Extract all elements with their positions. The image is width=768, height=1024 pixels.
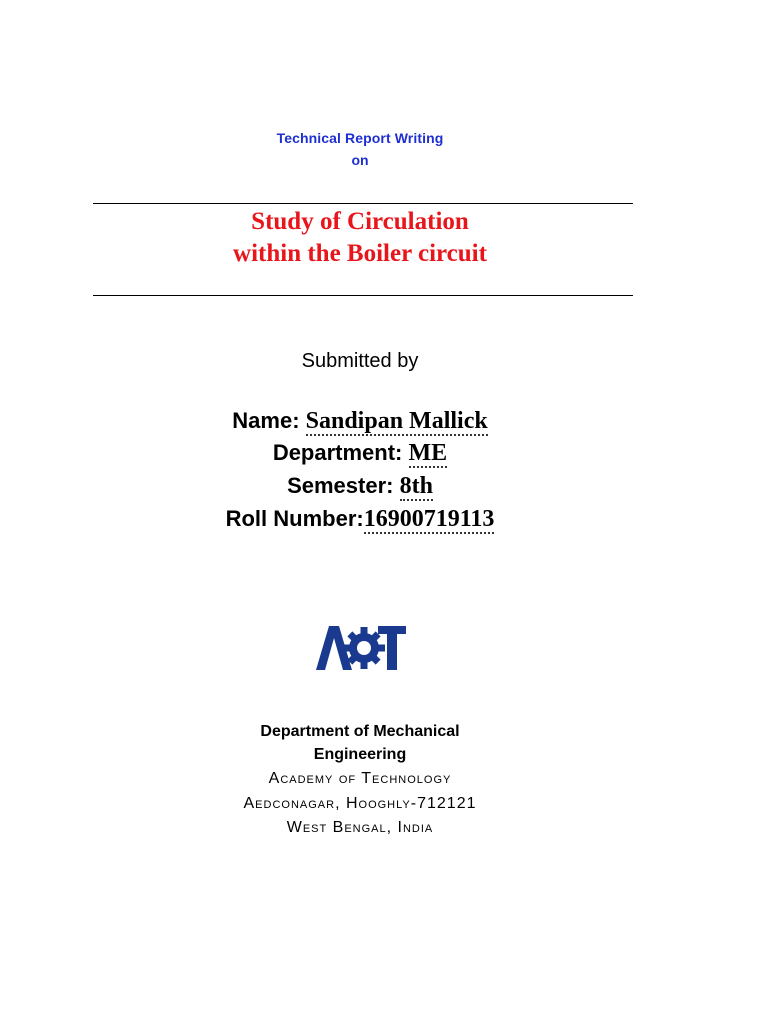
semester-label: Semester: [287,473,400,498]
department-row [0,437,720,469]
department-name-line-1: Department of Mechanical [260,723,460,740]
student-name-value: Sandipan Mallick [305,408,488,434]
roll-number-label: Roll Number: [225,506,364,531]
address-line-1: Aedconagar, Hooghly-712121 [243,795,477,812]
report-connector: on [351,152,369,168]
aot-logo-icon [316,624,406,670]
roll-number-row [0,503,720,535]
semester-row [0,470,720,502]
department-name-line-2: Engineering [313,746,407,763]
top-divider [93,203,633,204]
semester-value: 8th [399,473,433,499]
student-name-row [0,405,720,437]
roll-number-value: 16900719113 [363,506,495,532]
report-title-line-2: within the Boiler circuit [233,240,487,267]
department-value: ME [408,440,448,466]
department-label: Department: [272,440,409,465]
student-name-label: Name: [232,408,306,433]
report-type-heading: Technical Report Writing [276,130,444,146]
submitted-by-label: Submitted by [301,350,419,372]
report-title-line-1: Study of Circulation [251,208,469,235]
bottom-divider [93,295,633,296]
address-line-2: West Bengal, India [286,819,434,836]
institution-name: Academy of Technology [268,770,452,787]
